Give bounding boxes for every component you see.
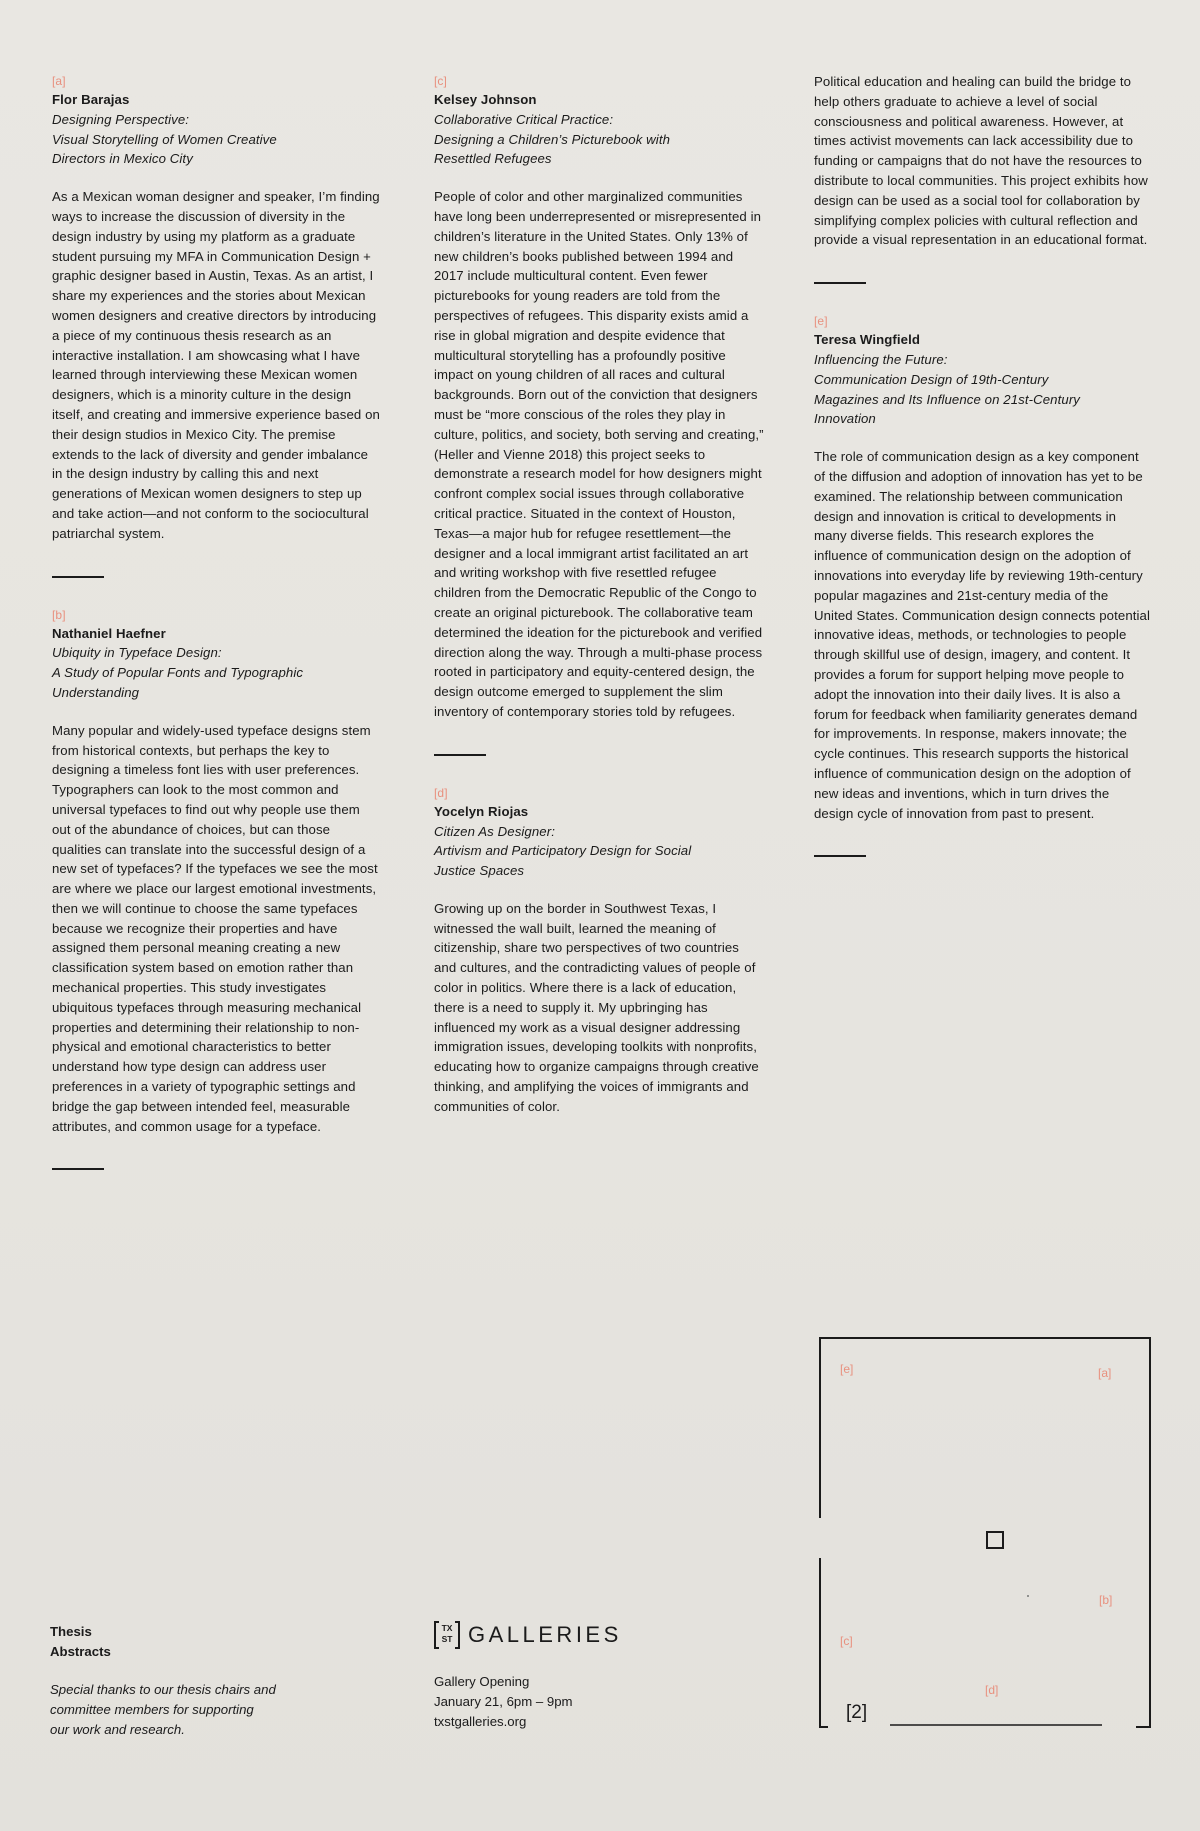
abstract-b xyxy=(52,606,382,1137)
abstract-title-line: Visual Storytelling of Women Creative xyxy=(52,131,277,147)
abstract-tag: [a] xyxy=(52,74,66,88)
abstract-title-line: A Study of Popular Fonts and Typographic xyxy=(52,665,304,681)
poster-heading-line: Abstracts xyxy=(50,1644,111,1659)
event-name: Gallery Opening xyxy=(434,1674,530,1689)
abstract-d xyxy=(434,784,764,1117)
abstract-e xyxy=(814,312,1150,823)
abstract-title-line: Justice Spaces xyxy=(434,863,525,879)
acknowledgement-line: committee members for supporting xyxy=(50,1702,254,1717)
txst-galleries-logo xyxy=(434,1620,694,1650)
footer-credits xyxy=(50,1622,370,1740)
abstract-title-line: Magazines and Its Influence on 21st-Century xyxy=(814,391,1081,407)
acknowledgement-line: our work and research. xyxy=(50,1722,185,1737)
txst-logo-mark-icon: TX ST xyxy=(434,1621,460,1649)
abstract-title-line: Directors in Mexico City xyxy=(52,151,193,167)
abstract-title-line: Artivism and Participatory Design for Social xyxy=(434,843,692,859)
abstract-title-line: Communication Design of 19th-Century xyxy=(814,371,1049,387)
author-name: Flor Barajas xyxy=(52,92,130,107)
poster-heading-line: Thesis xyxy=(50,1624,92,1639)
abstract-title-line: Designing Perspective: xyxy=(52,111,190,127)
abstract-d-continued: Political education and healing can build the bridge to help others graduate to achieve a level of social consciousness and political awareness. However, at times activist movements can lack accessibility due to funding or campaigns that do not have the resources to distribute to local communities. This project exhibits how design can be used as a social tool for collaboration by simplifying complex policies with cultural reflection and provide a visual representation in an educational format. xyxy=(814,74,1148,248)
abstract-tag: [e] xyxy=(814,314,828,329)
abstract-title-line: Collaborative Critical Practice: xyxy=(434,111,614,127)
abstract-body: Growing up on the border in Southwest Texas, I witnessed the wall built, learned the meaning of citizenship, share two perspectives of two countries and cultures, and the contradicting values of people of color in politics. Where there is a lack of education, there is a need to supply it. My upbringing has influenced my work as a visual designer addressing immigration issues, developing toolkits with nonprofits, educating how to organize campaigns through creative thinking, and amplifying the voices of immigrants and communities of color. xyxy=(434,900,759,1114)
column-2 xyxy=(434,72,764,1117)
abstract-tag: [b] xyxy=(52,607,66,622)
floor-plan-label-a: [a] xyxy=(1098,1366,1112,1380)
page-number: [2] xyxy=(846,1702,868,1723)
gallery-website-link[interactable]: txstgalleries.org xyxy=(434,1714,527,1729)
abstract-title-line: Resettled Refugees xyxy=(434,151,552,167)
author-name: Kelsey Johnson xyxy=(434,92,537,107)
author-name: Nathaniel Haefner xyxy=(52,625,166,641)
abstract-title-line: Understanding xyxy=(52,684,140,700)
gallery-floor-plan xyxy=(818,1336,1152,1730)
floor-plan-label-d: [d] xyxy=(985,1683,999,1697)
floor-plan-label-b: [b] xyxy=(1099,1593,1113,1607)
abstract-title-line: Designing a Children’s Picturebook with xyxy=(434,131,671,147)
section-divider xyxy=(52,1168,104,1170)
column-3 xyxy=(814,72,1150,885)
abstract-tag: [c] xyxy=(434,74,447,88)
event-details xyxy=(434,1672,694,1732)
footer-gallery-info xyxy=(434,1620,694,1732)
section-divider xyxy=(814,855,866,857)
abstract-c xyxy=(434,72,764,722)
abstract-tag: [d] xyxy=(434,785,448,800)
abstract-title-line: Citizen As Designer: xyxy=(434,823,555,839)
pedestal-icon xyxy=(987,1532,1003,1548)
abstract-title-line: Influencing the Future: xyxy=(814,351,948,367)
abstract-body: People of color and other marginalized communities have long been underrepresented or misrepresented in children’s literature in the United States. Only 13% of new children’s books published between 1994 and 2017 include multicultural content. Even fewer picturebooks for young readers are told from the perspectives of refugees. This disparity exists amid a rise in global migration and despite evidence that multicultural storytelling has a profoundly positive impact on young children of all races and cultural backgrounds. Born out of the conviction that designers must be “more conscious of the roles they play in culture, politics, and society, both serving and creating,” (Heller and Vienne 2018) this project seeks to demonstrate a research model for how designers might confront complex social issues through collaborative critical practice. Situated in the context of Houston, Texas—a major hub for refugee resettlement—the designer and a local immigrant artist facilitated an art and writing workshop with five resettled refugee children from the Democratic Republic of the Congo to create an original picturebook. The collaborative team determined the ideation for the picturebook and verified direction along the way. Through a multi-phase process rooted in participatory and equity-centered design, the design outcome emerged to supplement the slim inventory of contemporary stories told by refugees. xyxy=(434,189,764,719)
column-1 xyxy=(52,72,382,1198)
abstract-body: As a Mexican woman designer and speaker, I’m finding ways to increase the discussion of diversity in the design industry by using my platform as a graduate student pursuing my MFA in Communication Design + graphic designer based in Austin, Texas. As an artist, I share my experiences and the stories about Mexican women designers and creative directors by introducing a piece of my continuous thesis research as an interactive installation. I am showcasing what I have learned through interviewing these Mexican women designers, which is a minority culture in the design itself, and creating and immersive experience based on their design studios in Mexico City. The premise extends to the lack of diversity and gender imbalance in the design industry by calling this and next generations of Mexican women designers to step up and take action—and not conform to the sociocultural patriarchal system. xyxy=(52,189,380,541)
acknowledgement-line: Special thanks to our thesis chairs and xyxy=(50,1682,276,1697)
acknowledgements xyxy=(50,1680,370,1740)
section-divider xyxy=(814,282,866,284)
author-name: Yocelyn Riojas xyxy=(434,803,529,819)
abstract-title-line: Innovation xyxy=(814,411,876,427)
floor-plan-walls xyxy=(818,1336,1152,1730)
floor-plan-label-e: [e] xyxy=(840,1362,854,1376)
abstract-title-line: Ubiquity in Typeface Design: xyxy=(52,645,222,661)
event-date: January 21, 6pm – 9pm xyxy=(434,1694,573,1709)
logo-text: GALLERIES xyxy=(468,1622,622,1647)
section-divider xyxy=(434,754,486,756)
abstract-a xyxy=(52,72,382,544)
floor-plan-label-c: [c] xyxy=(840,1634,853,1648)
abstract-body: The role of communication design as a key component of the diffusion and adoption of innovation has yet to be examined. The relationship between communication design and innovation is critical to developments in many diverse fields. This research explores the influence of communication design on the adoption of innovations into everyday life by reviewing 19th-century popular magazines and 21st-century media of the United States. Communication design connects potential innovative ideas, methods, or technologies to people through skillful use of design, imagery, and content. It provides a forum for support helping move people to adopt the innovation into their daily lives. It is also a forum for feedback when familiarity generates demand for improvements. In response, makers innovate; the cycle continues. This research supports the historical influence of communication design on the adoption of new ideas and inventions, which in turn drives the design cycle of innovation from past to present. xyxy=(814,449,1151,821)
section-divider xyxy=(52,576,104,578)
author-name: Teresa Wingfield xyxy=(814,332,921,348)
abstract-body: Many popular and widely-used typeface designs stem from historical contexts, but perhaps the key to designing a timeless font lies with user preferences. Typographers can look to the most common and universal typefaces to find out why people use them out of the abundance of choices, but can those qualities can translate into the successful design of a new set of typefaces? If the typefaces we see the most are where we place our largest emotional investments, then we will continue to choose the same typefaces because we recognize their properties and have assigned them personal meaning creating a new classification system based on emotion rather than mechanical properties. This study investigates ubiquitous typefaces through measuring mechanical properties and determining their relationship to non-physical and emotional characteristics to better understand how type design can address user preferences in a variety of typographic settings and bridge the gap between intended feel, measurable attributes, and common usage for a typeface. xyxy=(52,722,378,1134)
